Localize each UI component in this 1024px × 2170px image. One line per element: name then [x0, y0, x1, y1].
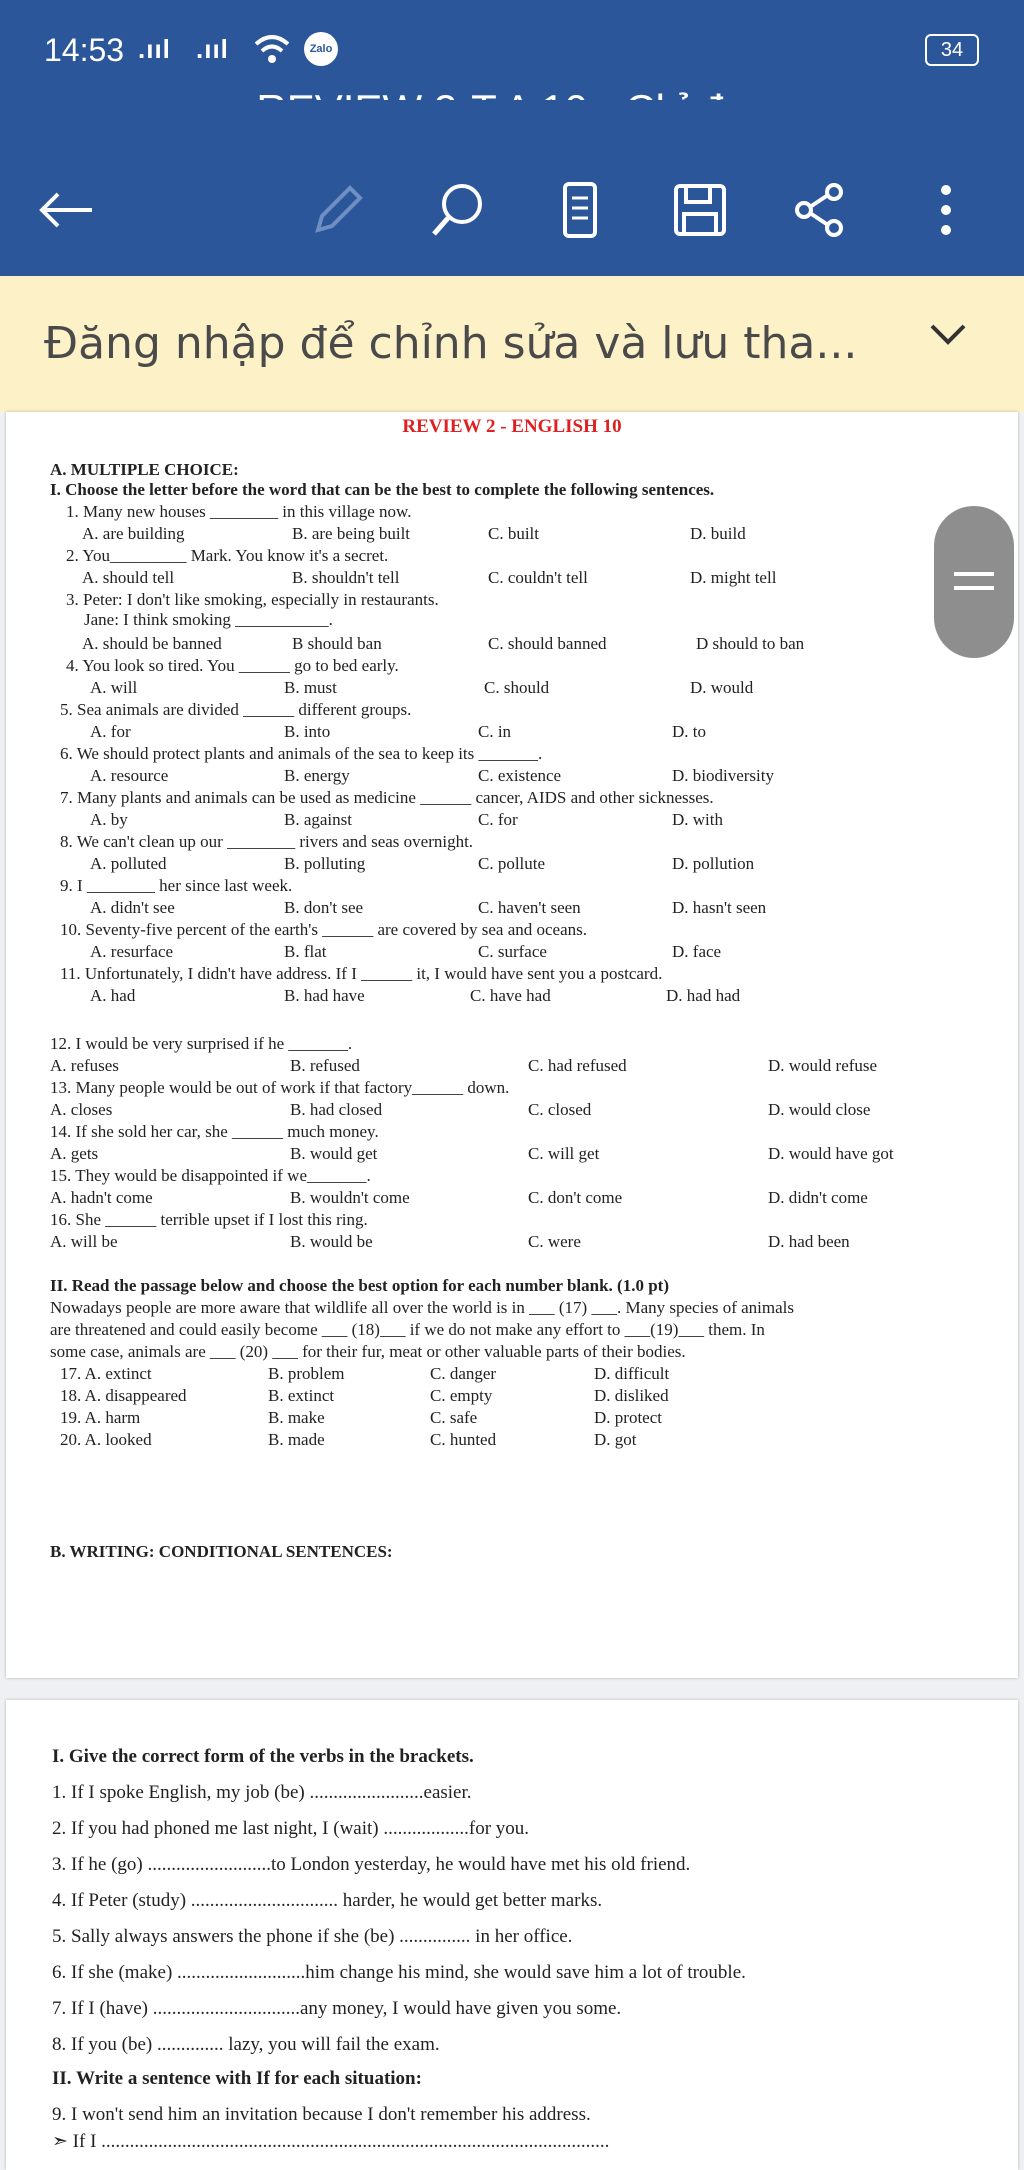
option: D. would — [690, 678, 754, 697]
question: 13. Many people would be out of work if that factory______ down. — [50, 1078, 510, 1097]
status-bar — [0, 0, 1024, 100]
option: D. difficult — [594, 1364, 670, 1383]
option: B. problem — [268, 1364, 345, 1383]
option: D should to ban — [696, 634, 805, 653]
question: 12. I would be very surprised if he _______. — [50, 1034, 353, 1053]
question: 6. We should protect plants and animals of the sea to keep its _______. — [60, 744, 543, 763]
question: 1. Many new houses ________ in this village now. — [66, 502, 412, 521]
question: 3. Peter: I don't like smoking, especially in restaurants. — [66, 590, 439, 609]
section-multiple-choice: A. MULTIPLE CHOICE: — [50, 460, 239, 479]
option: A. polluted — [90, 854, 167, 873]
option: A. refuses — [50, 1056, 119, 1075]
share-icon — [790, 180, 850, 240]
search-button[interactable] — [418, 170, 498, 250]
passage-line: Nowadays people are more aware that wildlife all over the world is in ___ (17) ___. Many species of animals — [50, 1298, 794, 1317]
option: D. hasn't seen — [672, 898, 767, 917]
option: A. had — [90, 986, 136, 1005]
sign-in-banner-text: Đăng nhập để chỉnh sửa và lưu tha... — [44, 318, 858, 369]
option: A. should be banned — [82, 634, 222, 653]
sign-in-banner[interactable] — [0, 276, 1024, 412]
option: B. extinct — [268, 1386, 335, 1405]
option: B. had closed — [290, 1100, 383, 1119]
doc-heading: REVIEW 2 - ENGLISH 10 — [402, 416, 622, 437]
option: C. closed — [528, 1100, 592, 1119]
option: B. wouldn't come — [290, 1188, 410, 1207]
instruction-4: II. Write a sentence with If for each situation: — [52, 2068, 422, 2089]
option: A. will — [90, 678, 138, 697]
option: B. against — [284, 810, 352, 829]
question: 19. A. harm — [60, 1408, 141, 1427]
option: B. don't see — [284, 898, 364, 917]
option: B. made — [268, 1430, 325, 1449]
option: D. got — [594, 1430, 637, 1449]
option: B. would get — [290, 1144, 378, 1163]
instruction-1: I. Choose the letter before the word that can be the best to complete the following sentences. — [50, 480, 715, 499]
signal-icon-2: .ııl — [196, 34, 229, 64]
question: 10. Seventy-five percent of the earth's ______ are covered by sea and oceans. — [60, 920, 588, 939]
question: 17. A. extinct — [60, 1364, 152, 1383]
option: C. danger — [430, 1364, 497, 1383]
question: 11. Unfortunately, I didn't have address. If I ______ it, I would have sent you a postcard. — [60, 964, 663, 983]
option: A. are building — [82, 524, 185, 543]
question: 8. We can't clean up our ________ rivers and seas overnight. — [60, 832, 474, 851]
option: B. energy — [284, 766, 350, 785]
more-vertical-icon — [936, 180, 956, 240]
option: D. would refuse — [768, 1056, 878, 1075]
more-options-button[interactable] — [906, 170, 986, 250]
option: C. will get — [528, 1144, 600, 1163]
option: C. were — [528, 1232, 581, 1251]
option: A. didn't see — [90, 898, 175, 917]
option: D. had had — [666, 986, 741, 1005]
search-icon — [428, 180, 488, 240]
question: 18. A. disappeared — [60, 1386, 187, 1405]
option: D. face — [672, 942, 722, 961]
option: D. would have got — [768, 1144, 894, 1163]
question: 9. I ________ her since last week. — [60, 876, 293, 895]
chevron-down-icon[interactable] — [928, 322, 968, 348]
option: A. hadn't come — [50, 1188, 153, 1207]
question: 2. You_________ Mark. You know it's a secret. — [66, 546, 389, 565]
question: 20. A. looked — [60, 1430, 152, 1449]
share-button[interactable] — [780, 170, 860, 250]
option: B. refused — [290, 1056, 360, 1075]
app-toolbar — [0, 100, 1024, 276]
option: C. in — [478, 722, 512, 741]
option: A. by — [90, 810, 128, 829]
option: B. polluting — [284, 854, 366, 873]
option: C. had refused — [528, 1056, 627, 1075]
option: C. have had — [470, 986, 551, 1005]
option: D. disliked — [594, 1386, 669, 1405]
option: C. existence — [478, 766, 562, 785]
save-icon — [670, 180, 730, 240]
option: D. had been — [768, 1232, 850, 1251]
exercise-line: ➣ If I ........................................................................................................... — [52, 2131, 610, 2152]
option: C. haven't seen — [478, 898, 581, 917]
option: C. don't come — [528, 1188, 623, 1207]
option: A. should tell — [82, 568, 175, 587]
exercise-line: 4. If Peter (study) ............................... harder, he would get better marks. — [52, 1890, 603, 1911]
option: C. should banned — [488, 634, 607, 653]
back-button[interactable] — [26, 170, 106, 250]
option: C. surface — [478, 942, 547, 961]
option: B. into — [284, 722, 331, 741]
option: B should ban — [292, 634, 382, 653]
exercise-line: 5. Sally always answers the phone if she (be) ............... in her office. — [52, 1926, 573, 1947]
question: 7. Many plants and animals can be used as medicine ______ cancer, AIDS and other sicknesses. — [60, 788, 714, 807]
save-button[interactable] — [660, 170, 740, 250]
exercise-line: 1. If I spoke English, my job (be) ........................easier. — [52, 1782, 472, 1803]
option: C. safe — [430, 1408, 478, 1427]
option: A. will be — [50, 1232, 118, 1251]
exercise-line: 7. If I (have) ...............................any money, I would have given you some. — [52, 1998, 622, 2019]
exercise-line: 9. I won't send him an invitation because I don't remember his address. — [52, 2104, 591, 2125]
question-line: Jane: I think smoking ___________. — [84, 610, 333, 629]
option: B. are being built — [292, 524, 411, 543]
option: C. pollute — [478, 854, 546, 873]
option: D. would close — [768, 1100, 871, 1119]
option: C. should — [484, 678, 550, 697]
scrollbar-thumb[interactable] — [934, 506, 1014, 658]
option: D. biodiversity — [672, 766, 774, 785]
option: D. to — [672, 722, 706, 741]
instruction-3: I. Give the correct form of the verbs in the brackets. — [52, 1746, 474, 1767]
wifi-icon — [252, 32, 292, 66]
option: A. closes — [50, 1100, 113, 1119]
option: B. had have — [284, 986, 365, 1005]
option: C. built — [488, 524, 540, 543]
option: C. couldn't tell — [488, 568, 588, 587]
question: 16. She ______ terrible upset if I lost this ring. — [50, 1210, 368, 1229]
passage-line: are threatened and could easily become ___ (18)___ if we do not make any effort to ___(19)___ them. In — [50, 1320, 765, 1339]
pencil-icon — [308, 180, 368, 240]
option: B. shouldn't tell — [292, 568, 400, 587]
zalo-icon: Zalo — [304, 32, 338, 66]
option: C. for — [478, 810, 518, 829]
exercise-line: 8. If you (be) .............. lazy, you will fail the exam. — [52, 2034, 440, 2055]
section-writing: B. WRITING: CONDITIONAL SENTENCES: — [50, 1542, 393, 1561]
option: B. make — [268, 1408, 325, 1427]
option: D. protect — [594, 1408, 662, 1427]
option: B. must — [284, 678, 337, 697]
question: 5. Sea animals are divided ______ different groups. — [60, 700, 412, 719]
option: B. would be — [290, 1232, 373, 1251]
option: A. resource — [90, 766, 169, 785]
reading-view-icon — [555, 180, 605, 240]
question: 15. They would be disappointed if we_______. — [50, 1166, 371, 1185]
status-time: 14:53 — [44, 32, 125, 68]
option: C. hunted — [430, 1430, 497, 1449]
exercise-line: 2. If you had phoned me last night, I (wait) ..................for you. — [52, 1818, 530, 1839]
edit-button[interactable] — [298, 170, 378, 250]
option: D. didn't come — [768, 1188, 868, 1207]
option: B. flat — [284, 942, 327, 961]
option: D. might tell — [690, 568, 777, 587]
option: D. pollution — [672, 854, 755, 873]
passage-line: some case, animals are ___ (20) ___ for their fur, meat or other valuable parts of their bodies. — [50, 1342, 686, 1361]
option: A. for — [90, 722, 131, 741]
option: A. gets — [50, 1144, 99, 1163]
exercise-line: 6. If she (make) ...........................him change his mind, she would save him a lot of trouble. — [52, 1962, 746, 1983]
option: D. with — [672, 810, 723, 829]
option: A. resurface — [90, 942, 174, 961]
exercise-line: 3. If he (go) ..........................to London yesterday, he would have met his old friend. — [52, 1854, 691, 1875]
back-arrow-icon — [36, 190, 96, 230]
reading-view-button[interactable] — [540, 170, 620, 250]
question: 4. You look so tired. You ______ go to bed early. — [66, 656, 399, 675]
signal-icon: .ııl — [138, 34, 171, 64]
instruction-2: II. Read the passage below and choose the best option for each number blank. (1.0 pt) — [50, 1276, 669, 1295]
question: 14. If she sold her car, she ______ much money. — [50, 1122, 379, 1141]
option: D. build — [690, 524, 746, 543]
battery-icon: 34 — [925, 34, 979, 66]
option: C. empty — [430, 1386, 493, 1405]
